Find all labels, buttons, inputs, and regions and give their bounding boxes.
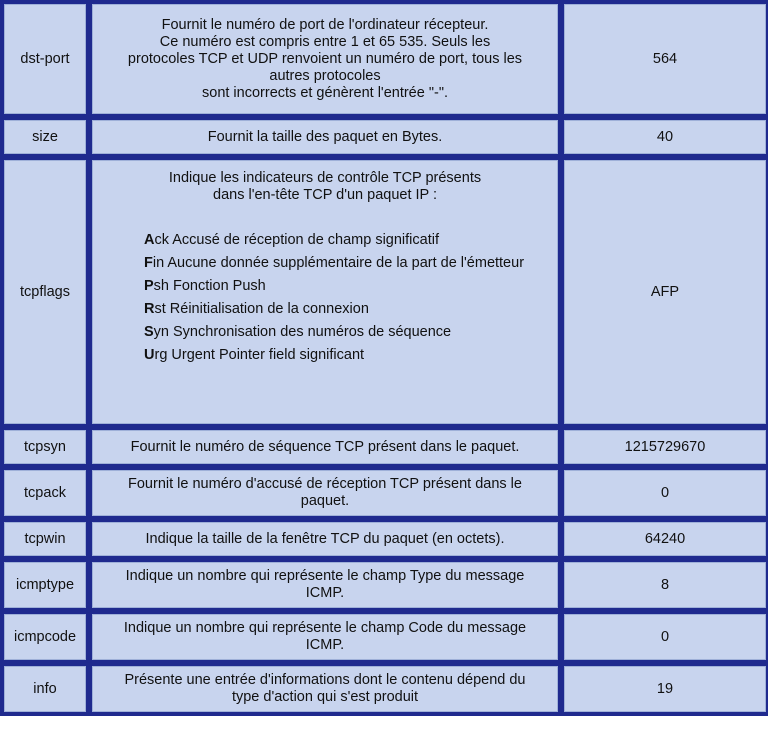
table-row: [2, 158, 768, 426]
field-value: 40: [562, 118, 768, 156]
list-item: Ack Accusé de réception de champ significatif: [144, 232, 439, 248]
field-description: Indique un nombre qui représente le champ Code du message ICMP.: [90, 612, 560, 662]
field-value: AFP: [562, 158, 768, 426]
field-name: size: [2, 118, 88, 156]
field-value: 0: [562, 612, 768, 662]
list-item: Rst Réinitialisation de la connexion: [144, 301, 369, 317]
field-description: Fournit le numéro de port de l'ordinateur récepteur. Ce numéro est compris entre 1 et 65 535. Seuls les protocoles TCP et UDP renvoient un numéro de port, tous les autres protocoles sont incorrects et génèrent l'entrée "-".: [90, 2, 560, 116]
field-name: info: [2, 664, 88, 714]
field-description: Fournit la taille des paquet en Bytes.: [90, 118, 560, 156]
field-value: 1215729670: [562, 428, 768, 466]
field-value: 564: [562, 2, 768, 116]
field-name: icmpcode: [2, 612, 88, 662]
field-name: tcpsyn: [2, 428, 88, 466]
table-row: [2, 2, 768, 116]
list-item: Psh Fonction Push: [144, 278, 266, 294]
field-name: tcpflags: [2, 158, 88, 426]
field-value: 8: [562, 560, 768, 610]
field-description: Indique un nombre qui représente le champ Type du message ICMP.: [90, 560, 560, 610]
field-value: 19: [562, 664, 768, 714]
list-item: Fin Aucune donnée supplémentaire de la part de l'émetteur: [144, 255, 525, 271]
field-value: 64240: [562, 520, 768, 558]
field-name: dst-port: [2, 2, 88, 116]
field-description: Présente une entrée d'informations dont le contenu dépend du type d'action qui s'est produit: [90, 664, 560, 714]
field-name: tcpwin: [2, 520, 88, 558]
table-row: [2, 612, 768, 662]
field-description: Fournit le numéro d'accusé de réception TCP présent dans le paquet.: [90, 468, 560, 518]
field-description: Indique les indicateurs de contrôle TCP présents dans l'en-tête TCP d'un paquet IP : Ack Accusé de réception de champ significatif Fin Aucune donnée supplémentaire de la part de l'émetteur Psh Fonction Push Rst Réinitialisation de la connexion Syn Synchronisation des numéros de séquence Urg Urgent Pointer field significant: [90, 158, 560, 426]
field-name: tcpack: [2, 468, 88, 518]
tcp-flags-list: [96, 232, 554, 364]
field-name: icmptype: [2, 560, 88, 610]
list-item: Urg Urgent Pointer field significant: [144, 347, 365, 363]
field-description: Indique la taille de la fenêtre TCP du paquet (en octets).: [90, 520, 560, 558]
list-item: Syn Synchronisation des numéros de séquence: [144, 324, 452, 340]
table-row: [2, 664, 768, 714]
table-row: [2, 118, 768, 156]
table-row: [2, 428, 768, 466]
table-row: [2, 560, 768, 610]
table-row: [2, 468, 768, 518]
field-description: Fournit le numéro de séquence TCP présent dans le paquet.: [90, 428, 560, 466]
table-row: [2, 520, 768, 558]
field-value: 0: [562, 468, 768, 518]
